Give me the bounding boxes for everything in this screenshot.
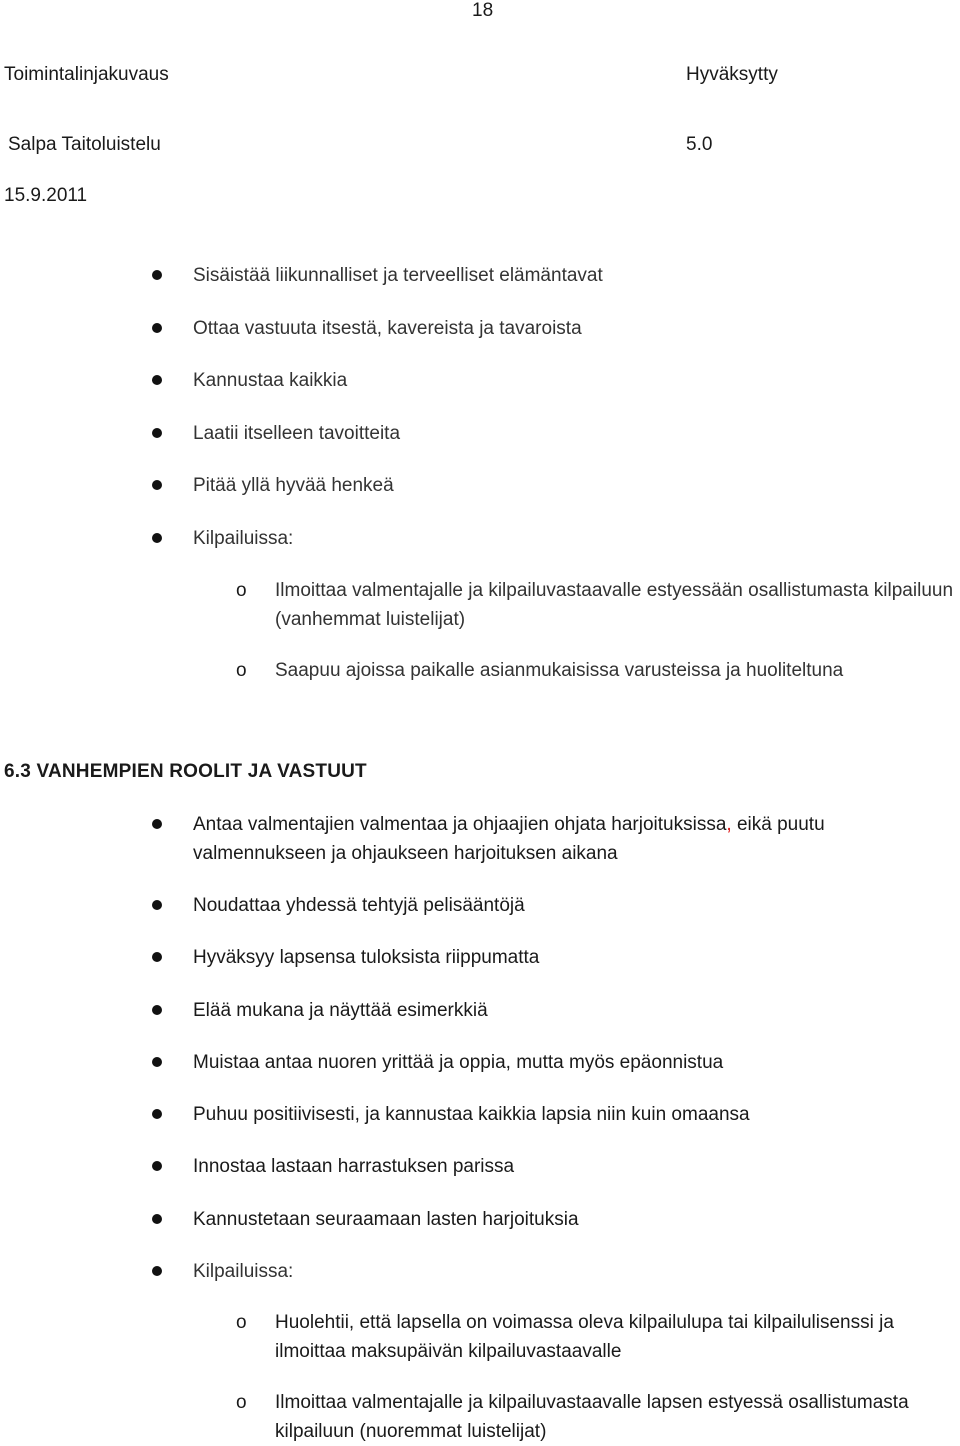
sub-list-item-text: Huolehtii, että lapsella on voimassa oleva kilpailulupa tai kilpailulisenssi ja ilmoittaa maksupäivän kilpailuvastaavalle [275, 1312, 894, 1362]
bullet-icon [152, 1109, 162, 1119]
list-item-text: Puhuu positiivisesti, ja kannustaa kaikkia lapsia niin kuin omaansa [193, 1104, 750, 1125]
bullet-icon [152, 1214, 162, 1224]
bullet-icon [152, 819, 162, 829]
list-item-text: Pitää yllä hyvää henkeä [193, 475, 394, 496]
circle-outline-icon: o [236, 580, 247, 601]
bullet-icon [152, 1057, 162, 1067]
list-item-text: Ottaa vastuuta itsestä, kavereista ja tavaroista [193, 318, 582, 339]
bullet-icon [152, 270, 162, 280]
list-item-text: Laatii itselleen tavoitteita [193, 423, 401, 444]
list-item-text: Kannustetaan seuraamaan lasten harjoituksia [193, 1209, 579, 1230]
list-item-text: Innostaa lastaan harrastuksen parissa [193, 1156, 515, 1177]
list-item-text [193, 810, 953, 868]
document-title: Toimintalinjakuvaus [4, 64, 169, 85]
list-item-text: Kilpailuissa: [193, 528, 294, 549]
bullet-icon [152, 375, 162, 385]
circle-outline-icon: o [236, 1312, 247, 1333]
list-item-text: Noudattaa yhdessä tehtyjä pelisääntöjä [193, 895, 525, 916]
bullet-icon [152, 900, 162, 910]
section-heading: 6.3 VANHEMPIEN ROOLIT JA VASTUUT [4, 761, 367, 782]
bullet-icon [152, 323, 162, 333]
sub-list-item-text: Ilmoittaa valmentajalle ja kilpailuvastaavalle estyessään osallistumasta kilpailuun (vanhemmat luistelijat) [275, 580, 954, 630]
bullet-icon [152, 480, 162, 490]
document-date: 15.9.2011 [4, 185, 88, 206]
bullet-icon [152, 533, 162, 543]
sub-list-item-text: Ilmoittaa valmentajalle ja kilpailuvastaavalle lapsen estyessä osallistumasta kilpailuun (nuoremmat luistelijat) [275, 1392, 909, 1442]
circle-outline-icon: o [236, 660, 247, 681]
list-item-text: Kannustaa kaikkia [193, 370, 348, 391]
sub-list-item-text: Saapuu ajoissa paikalle asianmukaisissa varusteissa ja huoliteltuna [275, 660, 844, 681]
bullet-icon [152, 952, 162, 962]
approval-status: Hyväksytty [686, 64, 778, 85]
organization-name: Salpa Taitoluistelu [8, 134, 161, 155]
bullet-icon [152, 428, 162, 438]
list-item-text: Sisäistää liikunnalliset ja terveelliset elämäntavat [193, 265, 603, 286]
version-number: 5.0 [686, 134, 713, 155]
list-item-text: Elää mukana ja näyttää esimerkkiä [193, 1000, 488, 1021]
list-item-text: Kilpailuissa: [193, 1261, 294, 1282]
list-item-text-part: Antaa valmentajien valmentaa ja ohjaajien ohjata harjoituksissa [193, 814, 727, 835]
circle-outline-icon: o [236, 1392, 247, 1413]
list-item-text: Hyväksyy lapsensa tuloksista riippumatta [193, 947, 540, 968]
page-number: 18 [472, 0, 494, 21]
bullet-icon [152, 1266, 162, 1276]
bullet-icon [152, 1005, 162, 1015]
list-item-text-part: eikä puutu valmennukseen ja ohjaukseen harjoituksen aikana [193, 814, 825, 864]
list-item-text: Muistaa antaa nuoren yrittää ja oppia, mutta myös epäonnistua [193, 1052, 724, 1073]
highlighted-comma: , [726, 814, 732, 835]
bullet-icon [152, 1161, 162, 1171]
